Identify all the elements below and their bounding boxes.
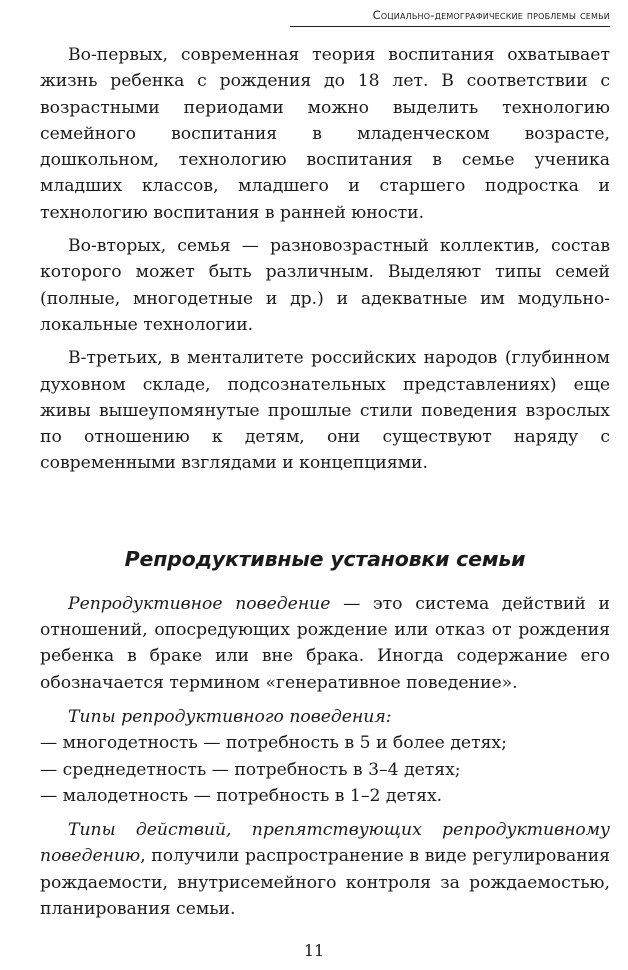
paragraph-1: Во-первых, современная теория воспитания охватывает жизнь ребенка с рождения до 18 лет. В соответствии с возрастными периодами можно выделить технологию семейного воспитания в младенческом возрасте, дошкольном, технологию воспитания в семье ученика младших классов, младшего и старшего подростка и технологию воспитания в ранней юности. xyxy=(40,45,610,223)
definition-text: — это система действий и отношений, опосредующих рождение или отказ от рождения ребенка в браке или вне брака. Иногда содержание его обозначается термином «генеративное поведение». xyxy=(40,593,610,693)
running-title: Социально-демографические проблемы семьи xyxy=(372,8,610,22)
list-item: — многодетность — потребность в 5 и более детях; xyxy=(40,733,507,754)
list-item: — среднедетность — потребность в 3–4 детях; xyxy=(40,759,461,780)
final-term: Типы действий, препятствующих репродуктивному поведению xyxy=(40,820,610,867)
list-title: Типы репродуктивного поведения: xyxy=(68,706,392,727)
list-item: — малодетность — потребность в 1–2 детях. xyxy=(40,785,443,806)
final-paragraph xyxy=(40,817,610,922)
definition-paragraph xyxy=(40,591,610,696)
definition-term: Репродуктивное поведение xyxy=(68,593,331,614)
running-header xyxy=(290,0,610,27)
page-content xyxy=(40,42,610,922)
final-text: , получили распространение в виде регулирования рождаемости, внутрисемейного контроля за рождаемостью, планирования семьи. xyxy=(40,846,610,920)
paragraph-3: В-третьих, в менталитете российских народов (глубинном духовном складе, подсознательных представлениях) еще живы вышеупомянутые прошлые стили поведения взрослых по отношению к детям, они существуют наряду с современными взглядами и концепциями. xyxy=(40,348,610,474)
paragraph-2: Во-вторых, семья — разновозрастный коллектив, состав которого может быть различным. Выделяют типы семей (полные, многодетные и др.) и адекватные им модульно-локальные технологии. xyxy=(40,236,610,335)
page-number: 11 xyxy=(303,941,325,960)
section-heading: Репродуктивные установки семьи xyxy=(124,546,526,571)
